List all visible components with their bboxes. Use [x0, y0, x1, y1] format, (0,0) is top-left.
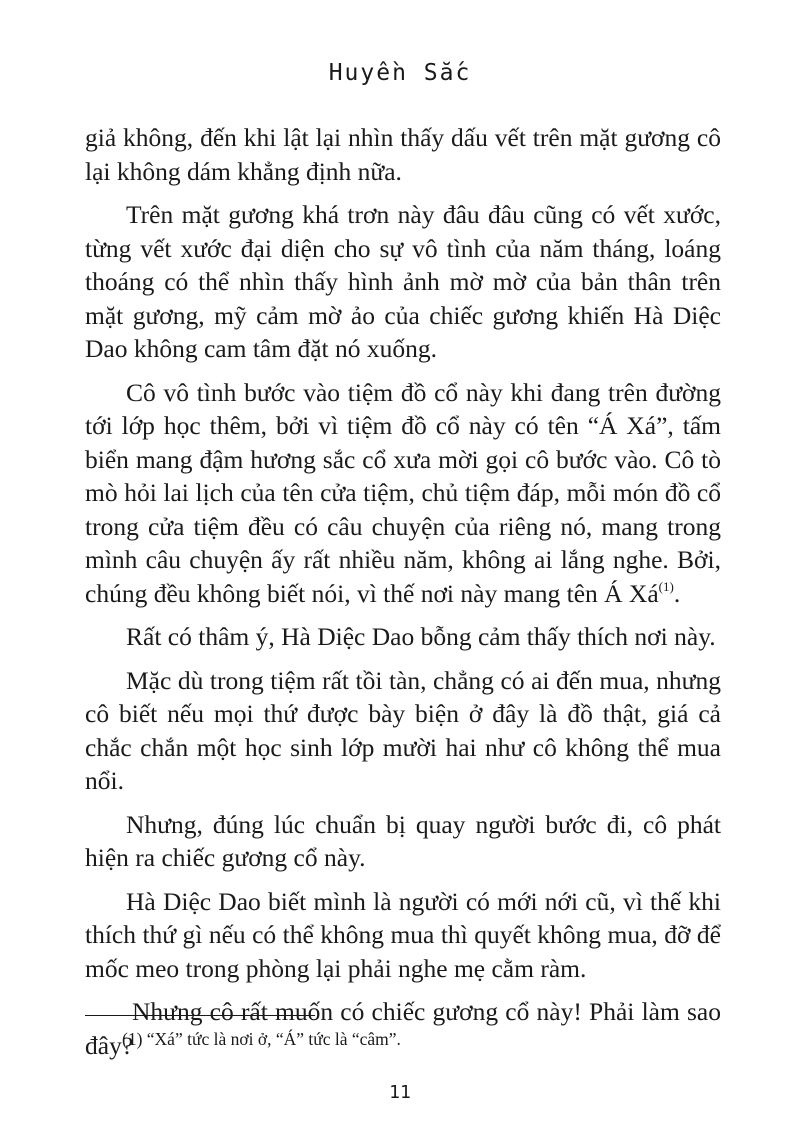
running-header: Huyền Sắc — [328, 60, 472, 86]
paragraph-text: Cô vô tình bước vào tiệm đồ cổ này khi đang trên đường tới lớp học thêm, bởi vì tiệm đồ cổ này có tên “Á Xá”, tấm biển mang đậm hương sắc cổ xưa mời gọi cô bước vào. Cô tò mò hỏi lai lịch của tên cửa tiệm, chủ tiệm đáp, mỗi món đồ cổ trong cửa tiệm đều có câu chuyện của riêng nó, mang trong mình câu chuyện ấy rất nhiều năm, không ai lắng nghe. Bởi, chúng đều không biết nói, vì thế nơi này mang tên Á Xá — [85, 377, 721, 608]
paragraph: Cô vô tình bước vào tiệm đồ cổ này khi đang trên đường tới lớp học thêm, bởi vì tiệm đồ cổ này có tên “Á Xá”, tấm biển mang đậm hương sắc cổ xưa mời gọi cô bước vào. Cô tò mò hỏi lai lịch của tên cửa tiệm, chủ tiệm đáp, mỗi món đồ cổ trong cửa tiệm đều có câu chuyện của riêng nó, mang trong mình câu chuyện ấy rất nhiều năm, không ai lắng nghe. Bởi, chúng đều không biết nói, vì thế nơi này mang tên Á Xá$^{(1)}$. — [85, 377, 721, 608]
paragraph: Hà Diệc Dao biết mình là người có mới nới cũ, vì thế khi thích thứ gì nếu có thể không mua thì quyết không mua, đỡ để mốc meo trong phòng lại phải nghe mẹ cằm ràm. — [85, 886, 721, 983]
footnote-divider — [85, 1015, 315, 1016]
paragraph-continuation: giả không, đến khi lật lại nhìn thấy dấu vết trên mặt gương cô lại không dám khẳng định nữa. — [85, 123, 721, 186]
paragraph: Nhưng, đúng lúc chuẩn bị quay người bước đi, cô phát hiện ra chiếc gương cổ này. — [85, 809, 721, 872]
body-text — [85, 121, 721, 1072]
footnote-reference: (1) — [658, 578, 674, 594]
footnote: (1) “Xá” tức là nơi ở, “Á” tức là “câm”. — [122, 1029, 401, 1049]
paragraph: Mặc dù trong tiệm rất tồi tàn, chẳng có ai đến mua, nhưng cô biết nếu mọi thứ được bày biện ở đây là đồ thật, giá cả chắc chắn một học sinh lớp mười hai như cô không thể mua nổi. — [85, 665, 721, 795]
paragraph: Trên mặt gương khá trơn này đâu đâu cũng có vết xước, từng vết xước đại diện cho sự vô tình của năm tháng, loáng thoáng có thể nhìn thấy hình ảnh mờ mờ của bản thân trên mặt gương, mỹ cảm mờ ảo của chiếc gương khiến Hà Diệc Dao không cam tâm đặt nó xuống. — [85, 200, 721, 363]
page-number: 11 — [389, 1082, 411, 1103]
paragraph: Nhưng cô rất muốn có chiếc gương cổ này! Phải làm sao đây? — [85, 997, 721, 1060]
paragraph: Rất có thâm ý, Hà Diệc Dao bỗng cảm thấy thích nơi này. — [126, 622, 716, 651]
